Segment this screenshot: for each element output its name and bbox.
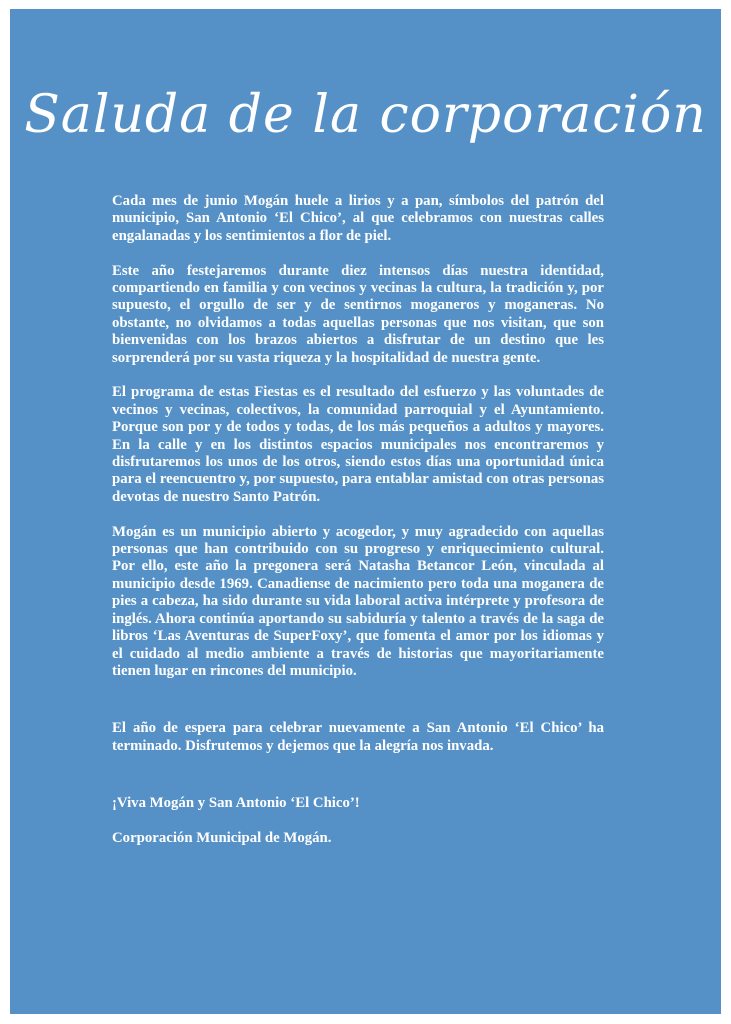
signature: Corporación Municipal de Mogán.: [112, 829, 332, 846]
paragraph-5: El año de espera para celebrar nuevamente a San Antonio ‘El Chico’ ha terminado. Disfrutemos y dejemos que la alegría nos invada.: [112, 720, 604, 754]
page-title: Saluda de la corporación: [24, 85, 707, 145]
paragraph-2: Este año festejaremos durante diez intensos días nuestra identidad, compartiendo en familia y con vecinos y vecinas la cultura, la tradición y, por supuesto, el orgullo de ser y de sentirnos moganeros y moganeras. No obstante, no olvidamos a todas aquellas personas que nos visitan, que son bienvenidas con los brazos abiertos a disfrutar de un destino que les sorprenderá por su vasta riqueza y la hospitalidad de nuestra gente.: [112, 262, 604, 366]
closing-exclamation: ¡Viva Mogán y San Antonio ‘El Chico’!: [112, 795, 360, 812]
paragraph-3: El programa de estas Fiestas es el resultado del esfuerzo y las voluntades de vecinos y vecinas, colectivos, la comunidad parroquial y el Ayuntamiento. Porque son por y de todos y todas, de los más pequeños a adultos y mayores. En la calle y en los distintos espacios municipales nos encontraremos y disfrutaremos los unos de los otros, siendo estos días una oportunidad única para el reencuentro y, por supuesto, para entablar amistad con otras personas devotas de nuestro Santo Patrón.: [112, 384, 604, 505]
paragraph-1: Cada mes de junio Mogán huele a lirios y a pan, símbolos del patrón del municipio, San Antonio ‘El Chico’, al que celebramos con nuestras calles engalanadas y los sentimientos a flor de piel.: [112, 193, 604, 244]
paragraph-4: Mogán es un municipio abierto y acogedor, y muy agradecido con aquellas personas que han contribuido con su progreso y enriquecimiento cultural. Por ello, este año la pregonera será Natasha Betancor León, vinculada al municipio desde 1969. Canadiense de nacimiento pero toda una moganera de pies a cabeza, ha sido durante su vida laboral activa intérprete y profesora de inglés. Ahora continúa aportando su sabiduría y talento a través de la saga de libros ‘Las Aventuras de SuperFoxy’, que fomenta el amor por los idiomas y el cuidado al medio ambiente a través de historias que mayoritariamente tienen lugar en rincones del municipio.: [112, 523, 604, 679]
document-page: [10, 9, 721, 1014]
document-body: [112, 193, 604, 865]
